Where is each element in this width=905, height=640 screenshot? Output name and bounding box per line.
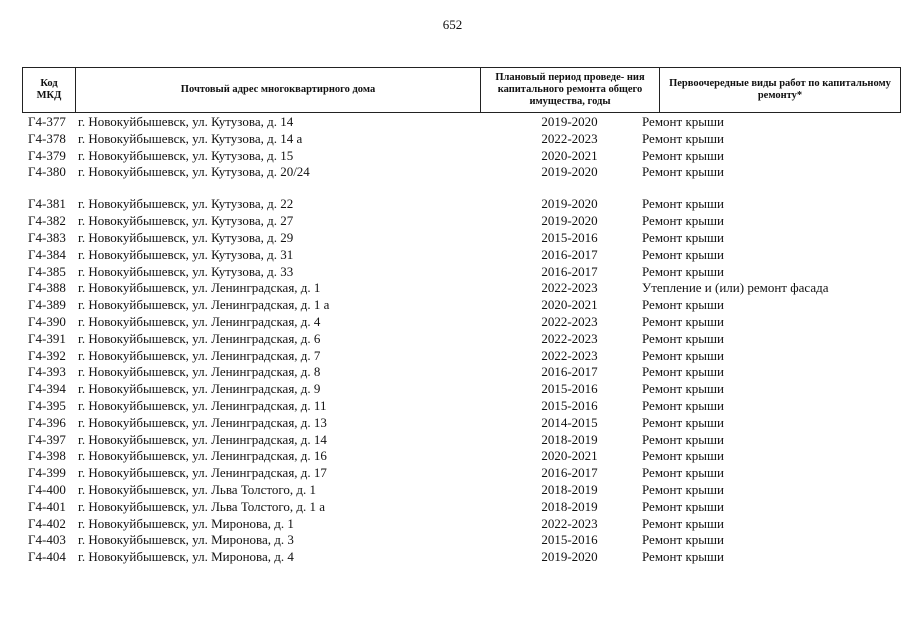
- row-work-type: Ремонт крыши: [642, 114, 724, 129]
- table-row: [22, 114, 901, 130]
- row-work-type: Ремонт крыши: [642, 414, 724, 430]
- row-work-type: Ремонт крыши: [642, 549, 724, 565]
- row-address: г. Новокуйбышевск, ул. Кутузова, д. 33: [78, 263, 294, 279]
- row-work-type: Ремонт крыши: [642, 364, 724, 380]
- row-address: г. Новокуйбышевск, ул. Ленинградская, д. 1: [78, 280, 321, 296]
- row-period: 2016-2017: [541, 364, 598, 380]
- row-code: Г4-378: [28, 130, 66, 146]
- table-row: [22, 297, 901, 313]
- table-row: [22, 516, 901, 532]
- row-work-type: Ремонт крыши: [642, 246, 724, 262]
- row-work-type: Ремонт крыши: [642, 398, 724, 413]
- row-work-type: Ремонт крыши: [642, 130, 724, 146]
- row-address: г. Новокуйбышевск, ул. Льва Толстого, д. 1 а: [78, 498, 326, 514]
- table-row: [22, 398, 901, 414]
- table-row: [22, 264, 901, 280]
- table-row: [22, 331, 901, 347]
- row-code: Г4-381: [28, 196, 66, 212]
- table-row: [22, 230, 901, 246]
- table-row: [22, 532, 901, 548]
- row-code: Г4-379: [28, 147, 66, 163]
- row-period: 2016-2017: [541, 263, 598, 279]
- row-period: 2016-2017: [541, 465, 598, 481]
- row-period: 2018-2019: [541, 482, 598, 497]
- row-work-type: Ремонт крыши: [642, 297, 724, 313]
- row-address: г. Новокуйбышевск, ул. Кутузова, д. 27: [78, 213, 294, 229]
- row-work-type: Ремонт крыши: [642, 381, 724, 397]
- row-code: Г4-392: [28, 347, 66, 363]
- table-row: [22, 432, 901, 448]
- row-address: г. Новокуйбышевск, ул. Ленинградская, д. 1 а: [78, 297, 330, 313]
- row-period: 2020-2021: [541, 297, 598, 313]
- table-row: [22, 415, 901, 431]
- row-period: 2019-2020: [541, 114, 598, 129]
- row-code: Г4-395: [28, 398, 66, 413]
- row-period: 2015-2016: [541, 398, 598, 413]
- row-period: 2016-2017: [541, 246, 598, 262]
- row-code: Г4-388: [28, 280, 66, 296]
- row-code: Г4-394: [28, 381, 66, 397]
- row-work-type: Ремонт крыши: [642, 314, 724, 329]
- table-row: [22, 280, 901, 296]
- row-code: Г4-397: [28, 431, 66, 447]
- row-code: Г4-389: [28, 297, 66, 313]
- row-period: 2014-2015: [541, 414, 598, 430]
- row-address: г. Новокуйбышевск, ул. Ленинградская, д. 17: [78, 465, 327, 481]
- row-work-type: Ремонт крыши: [642, 431, 724, 447]
- row-address: г. Новокуйбышевск, ул. Ленинградская, д. 6: [78, 330, 321, 346]
- table-row: [22, 196, 901, 212]
- row-address: г. Новокуйбышевск, ул. Кутузова, д. 14: [78, 114, 294, 129]
- header-code: Код МКД: [23, 68, 76, 112]
- row-period: 2022-2023: [541, 280, 598, 296]
- row-work-type: Ремонт крыши: [642, 164, 724, 180]
- row-code: Г4-403: [28, 532, 66, 548]
- row-period: 2022-2023: [541, 347, 598, 363]
- row-address: г. Новокуйбышевск, ул. Кутузова, д. 22: [78, 196, 294, 212]
- row-code: Г4-404: [28, 549, 66, 565]
- row-work-type: Ремонт крыши: [642, 532, 724, 548]
- row-code: Г4-401: [28, 498, 66, 514]
- row-code: Г4-400: [28, 482, 66, 497]
- row-code: Г4-391: [28, 330, 66, 346]
- row-code: Г4-384: [28, 246, 66, 262]
- row-code: Г4-383: [28, 230, 66, 245]
- row-period: 2020-2021: [541, 147, 598, 163]
- row-period: 2019-2020: [541, 549, 598, 565]
- row-work-type: Ремонт крыши: [642, 482, 724, 497]
- row-period: 2019-2020: [541, 213, 598, 229]
- row-address: г. Новокуйбышевск, ул. Ленинградская, д. 14: [78, 431, 327, 447]
- row-work-type: Ремонт крыши: [642, 515, 724, 531]
- row-address: г. Новокуйбышевск, ул. Миронова, д. 3: [78, 532, 294, 548]
- table-row: [22, 148, 901, 164]
- table-row: [22, 465, 901, 481]
- table-row: [22, 499, 901, 515]
- row-period: 2018-2019: [541, 431, 598, 447]
- row-period: 2018-2019: [541, 498, 598, 514]
- row-period: 2022-2023: [541, 130, 598, 146]
- table-row: [22, 131, 901, 147]
- row-period: 2015-2016: [541, 381, 598, 397]
- row-work-type: Ремонт крыши: [642, 213, 724, 229]
- row-address: г. Новокуйбышевск, ул. Ленинградская, д. 13: [78, 414, 327, 430]
- row-address: г. Новокуйбышевск, ул. Миронова, д. 4: [78, 549, 294, 565]
- row-address: г. Новокуйбышевск, ул. Кутузова, д. 14 а: [78, 130, 303, 146]
- table-row: [22, 381, 901, 397]
- row-address: г. Новокуйбышевск, ул. Миронова, д. 1: [78, 515, 294, 531]
- row-period: 2022-2023: [541, 314, 598, 329]
- row-work-type: Ремонт крыши: [642, 263, 724, 279]
- row-period: 2015-2016: [541, 230, 598, 245]
- row-address: г. Новокуйбышевск, ул. Кутузова, д. 15: [78, 147, 294, 163]
- table-row: [22, 164, 901, 180]
- row-period: 2020-2021: [541, 448, 598, 464]
- row-work-type: Ремонт крыши: [642, 330, 724, 346]
- row-address: г. Новокуйбышевск, ул. Ленинградская, д. 16: [78, 448, 327, 464]
- table-header: [22, 67, 901, 113]
- header-period: Плановый период проведе- ния капитального ремонта общего имущества, годы: [481, 68, 660, 112]
- row-code: Г4-399: [28, 465, 66, 481]
- row-work-type: Утепление и (или) ремонт фасада: [642, 280, 829, 296]
- row-code: Г4-377: [28, 114, 66, 129]
- row-work-type: Ремонт крыши: [642, 196, 724, 212]
- row-code: Г4-393: [28, 364, 66, 380]
- row-address: г. Новокуйбышевск, ул. Ленинградская, д. 4: [78, 314, 321, 329]
- row-code: Г4-398: [28, 448, 66, 464]
- row-code: Г4-390: [28, 314, 66, 329]
- row-work-type: Ремонт крыши: [642, 498, 724, 514]
- row-address: г. Новокуйбышевск, ул. Кутузова, д. 20/24: [78, 164, 310, 180]
- table-row: [22, 314, 901, 330]
- row-period: 2022-2023: [541, 330, 598, 346]
- table-row: [22, 482, 901, 498]
- row-work-type: Ремонт крыши: [642, 230, 724, 245]
- row-code: Г4-402: [28, 515, 66, 531]
- row-address: г. Новокуйбышевск, ул. Ленинградская, д. 7: [78, 347, 321, 363]
- row-code: Г4-380: [28, 164, 66, 180]
- row-work-type: Ремонт крыши: [642, 448, 724, 464]
- table-row: [22, 247, 901, 263]
- row-period: 2019-2020: [541, 196, 598, 212]
- row-code: Г4-382: [28, 213, 66, 229]
- table-row: [22, 364, 901, 380]
- header-address: Почтовый адрес многоквартирного дома: [76, 68, 481, 112]
- row-work-type: Ремонт крыши: [642, 465, 724, 481]
- row-period: 2019-2020: [541, 164, 598, 180]
- header-work-types: Первоочередные виды работ по капитальному ремонту*: [669, 78, 891, 101]
- row-address: г. Новокуйбышевск, ул. Льва Толстого, д. 1: [78, 482, 316, 497]
- row-address: г. Новокуйбышевск, ул. Кутузова, д. 29: [78, 230, 294, 245]
- row-code: Г4-385: [28, 263, 66, 279]
- page-number: 652: [442, 17, 463, 32]
- row-address: г. Новокуйбышевск, ул. Ленинградская, д. 9: [78, 381, 321, 397]
- row-period: 2022-2023: [541, 515, 598, 531]
- row-address: г. Новокуйбышевск, ул. Ленинградская, д. 11: [78, 398, 327, 413]
- row-code: Г4-396: [28, 414, 66, 430]
- table-row: [22, 348, 901, 364]
- row-period: 2015-2016: [541, 532, 598, 548]
- row-work-type: Ремонт крыши: [642, 347, 724, 363]
- table-row: [22, 213, 901, 229]
- table-row: [22, 448, 901, 464]
- row-work-type: Ремонт крыши: [642, 147, 724, 163]
- table-row: [22, 549, 901, 565]
- row-address: г. Новокуйбышевск, ул. Ленинградская, д. 8: [78, 364, 321, 380]
- row-address: г. Новокуйбышевск, ул. Кутузова, д. 31: [78, 246, 294, 262]
